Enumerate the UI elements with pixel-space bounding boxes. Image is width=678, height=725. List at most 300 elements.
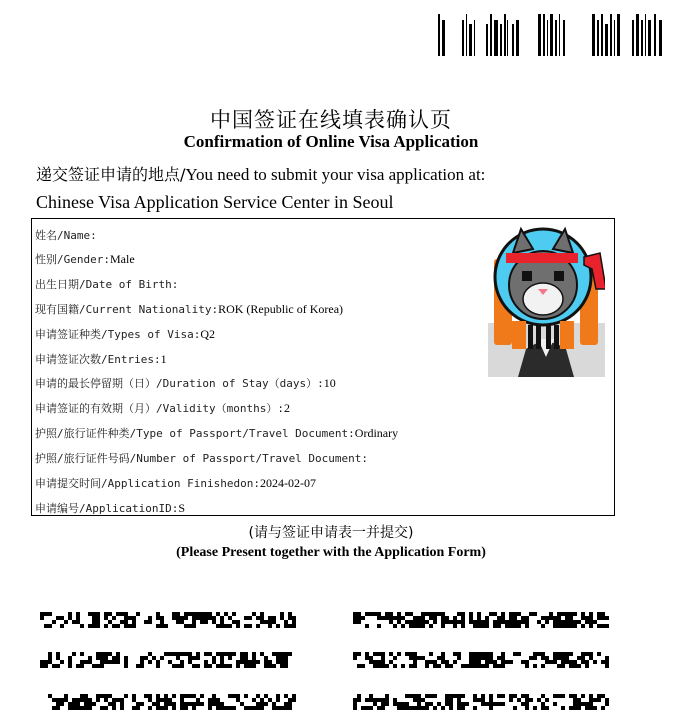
- barcode-module: [605, 656, 609, 660]
- barcode-module: [577, 702, 581, 706]
- barcode-module: [188, 694, 192, 698]
- 2d-barcode-left: [40, 608, 297, 725]
- barcode-module: [84, 660, 88, 664]
- barcode-module: [204, 616, 208, 620]
- barcode-module: [473, 694, 477, 698]
- field-row-passport-number: [35, 448, 368, 468]
- barcode-module: [585, 664, 589, 668]
- barcode-module: [573, 702, 577, 706]
- barcode-module: [168, 702, 172, 706]
- barcode-module: [60, 698, 64, 702]
- barcode-module: [469, 620, 473, 624]
- barcode-module: [104, 698, 108, 702]
- barcode-module: [529, 656, 533, 660]
- service-center-name: Chinese Visa Application Service Center in Seoul: [36, 192, 394, 212]
- barcode-module: [553, 656, 557, 660]
- barcode-module: [365, 698, 369, 702]
- barcode-module: [156, 664, 160, 668]
- barcode-module: [557, 694, 561, 698]
- barcode-module: [457, 706, 461, 710]
- barcode-module: [585, 702, 589, 706]
- field-row-gender: [35, 249, 135, 269]
- barcode-module: [220, 656, 224, 660]
- barcode-module: [353, 652, 357, 656]
- barcode-module: [457, 698, 461, 702]
- barcode-module: [425, 612, 429, 616]
- field-label: 护照/旅行证件种类/Type of Passport/Travel Document:: [35, 427, 355, 440]
- field-label: 护照/旅行证件号码/Number of Passport/Travel Document:: [35, 452, 369, 465]
- barcode-module: [513, 652, 517, 656]
- barcode-module: [421, 612, 425, 616]
- field-value: 10: [323, 376, 336, 390]
- barcode-module: [244, 616, 248, 620]
- barcode-module: [449, 694, 453, 698]
- barcode-module: [409, 706, 413, 710]
- barcode-module: [441, 612, 445, 616]
- barcode-module: [589, 616, 593, 620]
- barcode-module: [164, 698, 168, 702]
- barcode-module: [84, 706, 88, 710]
- barcode-module: [557, 616, 561, 620]
- barcode-module: [453, 624, 457, 628]
- barcode-module: [413, 660, 417, 664]
- barcode-module: [581, 702, 585, 706]
- barcode-module: [501, 702, 505, 706]
- barcode-module: [76, 706, 80, 710]
- barcode-module: [68, 616, 72, 620]
- barcode-module: [284, 706, 288, 710]
- barcode-module: [381, 664, 385, 668]
- barcode-module: [192, 706, 196, 710]
- barcode-module: [268, 616, 272, 620]
- barcode-module: [433, 616, 437, 620]
- barcode-module: [509, 624, 513, 628]
- barcode-module: [276, 656, 280, 660]
- barcode-module: [220, 706, 224, 710]
- barcode-module: [212, 656, 216, 660]
- barcode-module: [184, 652, 188, 656]
- barcode-module: [240, 660, 244, 664]
- barcode-module: [148, 620, 152, 624]
- page-title-english: Confirmation of Online Visa Application: [183, 132, 479, 151]
- barcode-module: [401, 616, 405, 620]
- barcode-module: [176, 620, 180, 624]
- barcode-module: [489, 706, 493, 710]
- barcode-module: [140, 660, 144, 664]
- barcode-module: [589, 702, 593, 706]
- barcode-module: [445, 620, 449, 624]
- barcode-module: [545, 706, 549, 710]
- field-label: 申请编号/ApplicationID:: [35, 502, 179, 515]
- barcode-module: [357, 616, 361, 620]
- barcode-module: [481, 624, 485, 628]
- barcode-module: [497, 620, 501, 624]
- barcode-module: [453, 694, 457, 698]
- barcode-module: [260, 616, 264, 620]
- barcode-module: [501, 652, 505, 656]
- barcode-module: [489, 612, 493, 616]
- barcode-module: [409, 694, 413, 698]
- barcode-module: [172, 652, 176, 656]
- barcode-module: [72, 652, 76, 656]
- barcode-module: [280, 706, 284, 710]
- barcode-module: [232, 612, 236, 616]
- barcode-module: [513, 706, 517, 710]
- barcode-module: [589, 612, 593, 616]
- barcode-module: [401, 664, 405, 668]
- barcode-module: [393, 664, 397, 668]
- barcode-module: [461, 616, 465, 620]
- barcode-module: [565, 620, 569, 624]
- barcode-module: [96, 652, 100, 656]
- barcode-module: [541, 694, 545, 698]
- barcode-module: [196, 702, 200, 706]
- barcode-module: [409, 624, 413, 628]
- barcode-module: [144, 620, 148, 624]
- barcode-module: [425, 660, 429, 664]
- field-label: 性别/Gender:: [35, 253, 110, 266]
- barcode-module: [48, 660, 52, 664]
- barcode-module: [40, 612, 44, 616]
- barcode-module: [216, 652, 220, 656]
- barcode-module: [244, 624, 248, 628]
- barcode-module: [541, 652, 545, 656]
- barcode-module: [236, 624, 240, 628]
- barcode-module: [64, 694, 68, 698]
- barcode-module: [148, 652, 152, 656]
- barcode-module: [248, 706, 252, 710]
- barcode-module: [425, 620, 429, 624]
- field-row-finished-on: [35, 473, 316, 493]
- barcode-module: [288, 652, 292, 656]
- barcode-module: [172, 694, 176, 698]
- barcode-module: [168, 660, 172, 664]
- barcode-module: [569, 660, 573, 664]
- barcode-module: [381, 616, 385, 620]
- barcode-module: [112, 616, 116, 620]
- barcode-module: [120, 706, 124, 710]
- barcode-module: [517, 612, 521, 616]
- barcode-module: [573, 620, 577, 624]
- barcode-module: [525, 702, 529, 706]
- barcode-module: [589, 698, 593, 702]
- barcode-module: [557, 620, 561, 624]
- barcode-module: [224, 664, 228, 668]
- barcode-module: [525, 620, 529, 624]
- field-value: 1: [160, 352, 167, 366]
- barcode-module: [280, 616, 284, 620]
- barcode-module: [192, 620, 196, 624]
- barcode-module: [120, 620, 124, 624]
- barcode-module: [565, 652, 569, 656]
- barcode-module: [96, 694, 100, 698]
- barcode-module: [192, 702, 196, 706]
- barcode-module: [288, 702, 292, 706]
- barcode-module: [208, 702, 212, 706]
- barcode-module: [68, 612, 72, 616]
- barcode-module: [461, 694, 465, 698]
- submit-together-note-chinese: (请与签证申请表一并提交): [248, 525, 414, 541]
- barcode-module: [232, 706, 236, 710]
- barcode-module: [353, 706, 357, 710]
- barcode-module: [260, 612, 264, 616]
- barcode-module: [445, 698, 449, 702]
- barcode-module: [276, 660, 280, 664]
- barcode-module: [433, 694, 437, 698]
- barcode-module: [104, 660, 108, 664]
- barcode-module: [100, 652, 104, 656]
- barcode-module: [240, 652, 244, 656]
- barcode-module: [124, 612, 128, 616]
- barcode-module: [581, 694, 585, 698]
- barcode-module: [276, 694, 280, 698]
- barcode-module: [124, 660, 128, 664]
- barcode-module: [481, 656, 485, 660]
- barcode-module: [88, 706, 92, 710]
- barcode-module: [449, 698, 453, 702]
- barcode-module: [421, 616, 425, 620]
- barcode-module: [557, 664, 561, 668]
- barcode-module: [561, 612, 565, 616]
- barcode-module: [385, 612, 389, 616]
- barcode-module: [224, 612, 228, 616]
- barcode-module: [48, 694, 52, 698]
- barcode-module: [485, 652, 489, 656]
- application-info-box: [31, 218, 615, 516]
- barcode-module: [216, 612, 220, 616]
- barcode-module: [385, 702, 389, 706]
- barcode-module: [160, 698, 164, 702]
- barcode-module: [108, 612, 112, 616]
- barcode-module: [184, 706, 188, 710]
- barcode-module: [429, 660, 433, 664]
- field-value: 2: [283, 401, 290, 415]
- barcode-module: [260, 620, 264, 624]
- barcode-module: [497, 656, 501, 660]
- barcode-module: [124, 624, 128, 628]
- barcode-module: [164, 694, 168, 698]
- barcode-module: [433, 660, 437, 664]
- barcode-module: [188, 652, 192, 656]
- barcode-module: [44, 624, 48, 628]
- barcode-module: [553, 620, 557, 624]
- barcode-module: [112, 706, 116, 710]
- barcode-module: [52, 620, 56, 624]
- barcode-module: [429, 616, 433, 620]
- barcode-module: [485, 656, 489, 660]
- barcode-module: [353, 620, 357, 624]
- barcode-module: [112, 624, 116, 628]
- barcode-module: [585, 652, 589, 656]
- barcode-module: [144, 656, 148, 660]
- barcode-module: [272, 664, 276, 668]
- barcode-module: [88, 702, 92, 706]
- barcode-module: [228, 624, 232, 628]
- barcode-module: [585, 620, 589, 624]
- barcode-module: [377, 616, 381, 620]
- barcode-module: [92, 664, 96, 668]
- barcode-module: [208, 698, 212, 702]
- barcode-module: [441, 620, 445, 624]
- barcode-module: [597, 612, 601, 616]
- barcode-module: [453, 652, 457, 656]
- barcode-module: [385, 664, 389, 668]
- barcode-module: [381, 660, 385, 664]
- barcode-module: [112, 698, 116, 702]
- barcode-module: [120, 612, 124, 616]
- field-row-passport-type: [35, 423, 398, 443]
- barcode-module: [441, 616, 445, 620]
- barcode-module: [565, 656, 569, 660]
- barcode-module: [577, 706, 581, 710]
- barcode-module: [248, 624, 252, 628]
- barcode-module: [68, 702, 72, 706]
- page-title-chinese: 中国签证在线填表确认页: [210, 108, 452, 132]
- barcode-module: [537, 620, 541, 624]
- barcode-module: [88, 660, 92, 664]
- field-row-date-of-birth: [35, 274, 178, 294]
- barcode-module: [469, 656, 473, 660]
- barcode-module: [577, 664, 581, 668]
- barcode-module: [357, 694, 361, 698]
- barcode-module: [176, 616, 180, 620]
- barcode-module: [288, 612, 292, 616]
- barcode-module: [200, 612, 204, 616]
- barcode-module: [381, 702, 385, 706]
- field-label: 现有国籍/Current Nationality:: [35, 303, 219, 316]
- barcode-module: [84, 698, 88, 702]
- barcode-module: [64, 620, 68, 624]
- barcode-module: [525, 694, 529, 698]
- barcode-module: [533, 612, 537, 616]
- barcode-module: [136, 612, 140, 616]
- barcode-module: [260, 652, 264, 656]
- barcode-module: [589, 652, 593, 656]
- barcode-module: [244, 652, 248, 656]
- barcode-module: [477, 620, 481, 624]
- barcode-module: [176, 656, 180, 660]
- barcode-module: [541, 616, 545, 620]
- barcode-module: [581, 656, 585, 660]
- barcode-module: [168, 652, 172, 656]
- barcode-module: [513, 620, 517, 624]
- barcode-module: [373, 664, 377, 668]
- barcode-module: [489, 698, 493, 702]
- barcode-module: [441, 706, 445, 710]
- barcode-module: [108, 652, 112, 656]
- barcode-module: [473, 652, 477, 656]
- barcode-module: [44, 660, 48, 664]
- barcode-module: [212, 620, 216, 624]
- barcode-module: [425, 694, 429, 698]
- barcode-module: [188, 702, 192, 706]
- barcode-module: [156, 694, 160, 698]
- barcode-module: [397, 616, 401, 620]
- barcode-module: [92, 616, 96, 620]
- barcode-module: [40, 660, 44, 664]
- barcode-module: [493, 664, 497, 668]
- barcode-module: [180, 664, 184, 668]
- barcode-module: [493, 624, 497, 628]
- barcode-module: [441, 656, 445, 660]
- barcode-module: [204, 620, 208, 624]
- barcode-module: [561, 656, 565, 660]
- barcode-module: [473, 624, 477, 628]
- barcode-module: [437, 612, 441, 616]
- barcode-module: [361, 706, 365, 710]
- barcode-module: [196, 656, 200, 660]
- barcode-module: [421, 620, 425, 624]
- barcode-module: [453, 620, 457, 624]
- barcode-module: [180, 702, 184, 706]
- barcode-module: [605, 616, 609, 620]
- barcode-module: [397, 702, 401, 706]
- barcode-module: [220, 620, 224, 624]
- barcode-module: [405, 706, 409, 710]
- barcode-module: [497, 702, 501, 706]
- barcode-module: [196, 698, 200, 702]
- barcode-module: [521, 694, 525, 698]
- barcode-module: [545, 656, 549, 660]
- barcode-module: [68, 664, 72, 668]
- barcode-module: [80, 652, 84, 656]
- barcode-module: [477, 656, 481, 660]
- barcode-module: [565, 660, 569, 664]
- barcode-module: [252, 698, 256, 702]
- barcode-module: [485, 660, 489, 664]
- field-label: 申请签证的有效期（月）/Validity（months）:: [35, 402, 284, 415]
- barcode-module: [152, 656, 156, 660]
- barcode-module: [421, 698, 425, 702]
- barcode-module: [569, 652, 573, 656]
- barcode-module: [541, 656, 545, 660]
- field-value: 2024-02-07: [259, 476, 316, 490]
- barcode-module: [96, 612, 100, 616]
- barcode-module: [405, 702, 409, 706]
- barcode-module: [561, 652, 565, 656]
- field-label: 申请签证种类/Types of Visa:: [35, 328, 201, 341]
- barcode-module: [417, 706, 421, 710]
- barcode-module: [393, 656, 397, 660]
- barcode-module: [244, 656, 248, 660]
- barcode-module: [116, 624, 120, 628]
- barcode-module: [493, 620, 497, 624]
- barcode-module: [124, 664, 128, 668]
- barcode-module: [256, 706, 260, 710]
- barcode-module: [601, 616, 605, 620]
- barcode-module: [196, 616, 200, 620]
- barcode-module: [80, 664, 84, 668]
- barcode-module: [100, 706, 104, 710]
- barcode-module: [605, 660, 609, 664]
- barcode-module: [573, 698, 577, 702]
- barcode-module: [200, 702, 204, 706]
- barcode-module: [212, 698, 216, 702]
- barcode-module: [437, 702, 441, 706]
- barcode-module: [389, 616, 393, 620]
- barcode-module: [228, 652, 232, 656]
- barcode-module: [497, 664, 501, 668]
- barcode-module: [196, 612, 200, 616]
- barcode-module: [381, 652, 385, 656]
- submit-together-note-english: (Please Present together with the Application Form): [176, 545, 486, 560]
- barcode-module: [589, 620, 593, 624]
- barcode-module: [417, 694, 421, 698]
- barcode-module: [473, 656, 477, 660]
- field-value: Ordinary: [354, 426, 399, 440]
- barcode-module: [216, 624, 220, 628]
- barcode-module: [84, 702, 88, 706]
